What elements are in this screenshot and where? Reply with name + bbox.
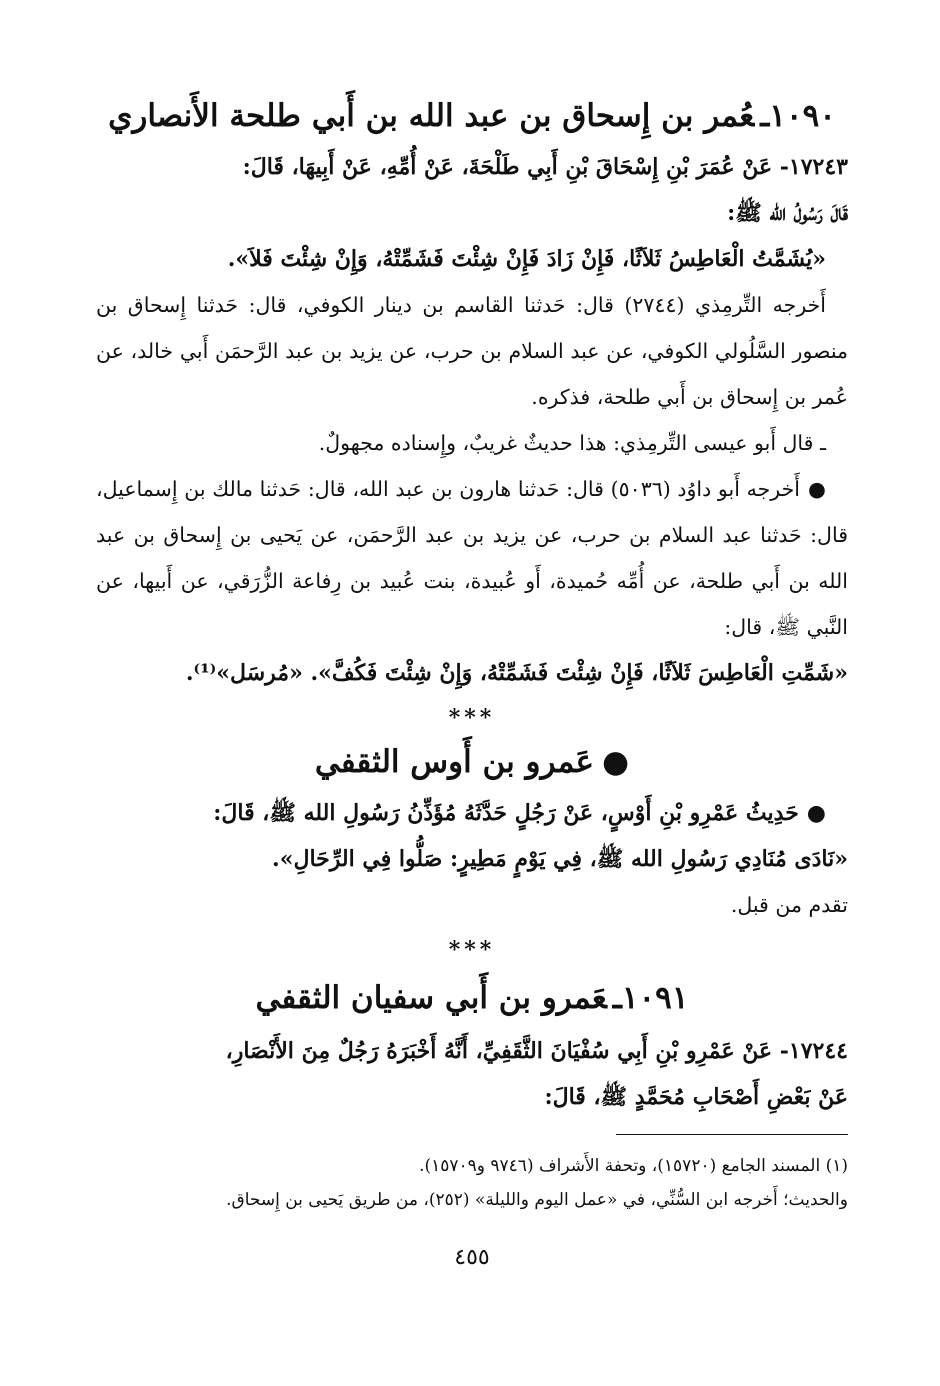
heading-number: ١٠٩١ـ xyxy=(612,980,689,1016)
takhrij-abu-dawud xyxy=(96,466,848,650)
bullet-icon: ● xyxy=(806,800,826,826)
hadith-17244-line2: عَنْ بَعْضِ أَصْحَابِ مُحَمَّدٍ ﷺ، قَالَ: xyxy=(544,1084,848,1110)
abu-dawud-quote: «شَمِّتِ الْعَاطِسَ ثَلاَثًا، فَإِنْ شِئْتَ فَشَمِّتْهُ، وَإِنْ شِئْتَ فَكُفَّ». «مُرسَل»⁽¹⁾. xyxy=(185,660,848,686)
footnote-divider xyxy=(616,1134,848,1135)
hadith-amr-ibn-aws-line2: «نَادَى مُنَادِي رَسُولِ الله ﷺ، فِي يَوْمٍ مَطِيرٍ: صَلُّوا فِي الرِّحَالِ». xyxy=(272,846,848,872)
heading-number: ١٠٩٠ـ xyxy=(760,98,836,134)
section-separator: *** xyxy=(448,705,496,731)
hadith-text: حَدِيثُ عَمْرِو بْنِ أَوْسٍ، عَنْ رَجُلٍ حَدَّثَهُ مُؤَذِّنُ رَسُولِ الله ﷺ، قَالَ: xyxy=(213,800,799,826)
hadith-amr-ibn-aws-line1 xyxy=(96,790,848,836)
footnote-1: (١) المسند الجامع (١٥٧٢٠)، وتحفة الأَشراف (٩٧٤٦ و١٥٧٠٩). xyxy=(419,1156,848,1176)
section-heading-amr-ibn-aws xyxy=(96,742,848,782)
section-heading-1090 xyxy=(96,96,848,136)
footnote-2: والحديث؛ أَخرجه ابن السُّنِّي، في «عمل اليوم والليلة» (٢٥٢)، من طريق يَحيى بن إِسحاق. xyxy=(226,1190,848,1210)
abu-dawud-text: أَخرجه أَبو داوُد (٥٠٣٦) قال: حَدثنا هارون بن عبد الله، قال: حَدثنا مالك بن إِسماعيل، قال: حَدثنا عبد السلام بن حرب، عن يزيد بن عبد الرَّحمَن، عن يَحيى بن إِسحاق بن عبد الله بن أَبي طلحة، عن أُمِّه حُميدة، أَو عُبيدة، بنت عُبيد بن رِفاعة الزُّرَقي، عن أَبيها، عن النَّبي ﷺ، قال: xyxy=(96,477,848,639)
tirmidhi-grading: ـ قال أَبو عيسى التِّرمِذي: هذا حديثٌ غريبٌ، وإِسناده مجهولٌ. xyxy=(318,431,826,455)
heading-title: عُمر بن إِسحاق بن عبد الله بن أَبي طلحة الأَنصاري xyxy=(108,98,755,134)
bullet-icon: ● xyxy=(602,744,630,780)
bullet-icon: ● xyxy=(807,477,827,501)
hadith-17244-line1: ١٧٢٤٤- عَنْ عَمْرِو بْنِ أَبِي سُفْيَانَ الثَّقَفِيِّ، أَنَّهُ أَخْبَرَهُ رَجُلٌ مِنَ الأَنْصَارِ، xyxy=(225,1038,848,1064)
cross-reference-note: تقدم من قبل. xyxy=(730,893,848,917)
heading-title: عَمرو بن أَبي سفيان الثقفي xyxy=(255,980,607,1016)
section-separator: *** xyxy=(448,937,496,963)
section-heading-1091 xyxy=(96,978,848,1018)
hadith-17243-line1: ١٧٢٤٣- عَنْ عُمَرَ بْنِ إِسْحَاقَ بْنِ أَبِي طَلْحَةَ، عَنْ أُمِّهِ، عَنْ أَبِيهَا، قَالَ: xyxy=(242,154,848,180)
page-number: ٤٥٥ xyxy=(454,1245,490,1270)
hadith-17243-quote: «يُشَمَّتُ الْعَاطِسُ ثَلاَثًا، فَإِنْ زَادَ فَإِنْ شِئْتَ فَشَمِّتْهُ، وَإِنْ شِئْتَ فَلاَ». xyxy=(227,246,826,272)
takhrij-tirmidhi: أَخرجه التِّرمِذي (٢٧٤٤) قال: حَدثنا القاسم بن دينار الكوفي، قال: حَدثنا إِسحاق بن منصور السَّلُولي الكوفي، عن عبد السلام بن حرب، عن يزيد بن عبد الرَّحمَن أَبي خالد، عن عُمر بن إِسحاق بن أَبي طلحة، فذكره. xyxy=(96,293,848,409)
hadith-17243-line2: قَالَ رَسُولُ الله ﷺ: xyxy=(727,200,848,226)
heading-title: عَمرو بن أَوس الثقفي xyxy=(314,744,595,780)
